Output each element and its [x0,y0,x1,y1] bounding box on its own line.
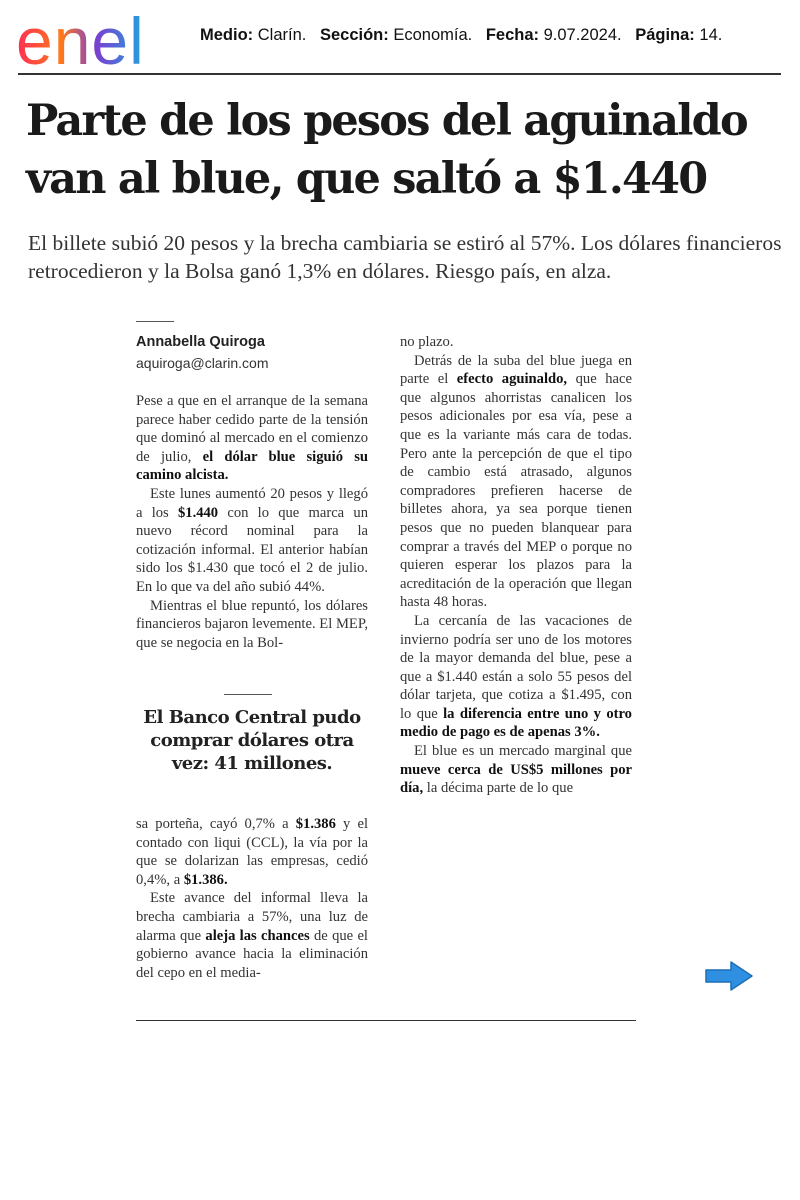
press-metadata [200,26,722,45]
author-name: Annabella Quiroga [136,334,265,350]
pagina-value: 14. [699,26,723,44]
paragraph: Este avance del informal lleva la brecha cambiaria a 57%, una luz de alarma que aleja las chances de que el gobierno avance hacia la eliminación del cepo en el media- [136,890,368,981]
pullquote: El Banco Central pudo comprar dólares otra vez: 41 millones. [143,707,361,774]
paragraph: La cercanía de las vacaciones de invierno podría ser uno de los motores de la mayor demanda del blue, pese a que a $1.440 están a solo 55 pesos del dólar tarjeta, que cotiza a $1.495, con lo que la diferencia entre uno y otro medio de pago es de apenas 3%. [400,612,632,741]
medio-label: Medio: [200,26,254,44]
logo-text: enel [16,8,145,72]
fecha-value: 9.07.2024. [543,26,622,44]
arrow-right-icon[interactable] [703,959,755,993]
subheadline: El billete subió 20 pesos y la brecha cambiaria se estiró al 57%. Los dólares financieros retrocedieron y la Bolsa ganó 1,3% en dólares. Riesgo país, en alza. [28,231,782,283]
seccion-label: Sección: [319,26,389,44]
paragraph: Pese a que en el arranque de la semana parece haber cedido parte de la tensión que dominó al mercado en el comienzo de julio, el dólar blue siguió su camino alcista. [136,393,368,484]
paragraph: no plazo. [400,334,454,350]
header-divider [18,73,781,75]
paragraph: Detrás de la suba del blue juega en parte el efecto aguinaldo, que hace que algunos ahorristas canalicen los pesos adicionales por esa vía, pese a que es la variante más cara de todas. Pero ante la percepción de que el tipo de cambio está atrasado, algunos compradores prefieren hacerse de billetes ahora, ya sea porque tienen pesos que no pueden blanquear para comprar a través del MEP o porque no quieren esperar los plazos para la acreditación de la operación que llegan hasta 48 horas. [400,352,632,611]
byline-divider [136,321,174,322]
medio-value: Clarín. [257,26,307,44]
footer-divider [136,1020,636,1021]
author-email[interactable]: aquiroga@clarin.com [136,355,269,371]
paragraph: sa porteña, cayó 0,7% a $1.386 y el contado con liqui (CCL), la vía por la que se dolarizan las empresas, cedió 0,4%, a $1.386. [136,816,368,888]
headline: Parte de los pesos del aguinaldo van al blue, que saltó a $1.440 [26,96,747,204]
pagina-label: Página: [635,26,695,44]
column-1-bottom [136,815,368,982]
seccion-value: Economía. [393,26,473,44]
paragraph: Este lunes aumentó 20 pesos y llegó a los $1.440 con lo que marca un nuevo récord nominal para la cotización informal. El anterior habían sido los $1.430 que tocó el 2 de julio. En lo que va del año subió 44%. [136,485,368,595]
paragraph: El blue es un mercado marginal que mueve cerca de US$5 millones por día, la décima parte de lo que [400,743,632,797]
fecha-label: Fecha: [485,26,539,44]
column-2 [400,333,632,798]
enel-logo [14,8,184,72]
paragraph: Mientras el blue repuntó, los dólares financieros bajaron levemente. El MEP, que se negocia en la Bol- [136,597,368,651]
pullquote-divider [224,694,272,695]
column-1-top [136,392,368,652]
